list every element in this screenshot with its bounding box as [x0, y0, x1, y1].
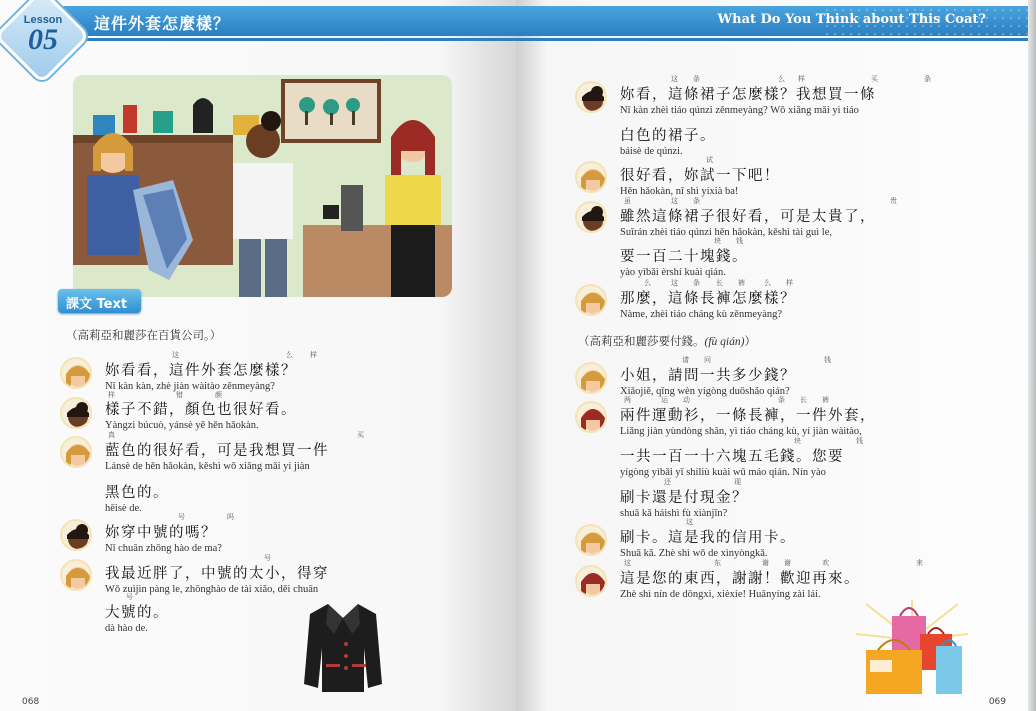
- dialogue-line: [105, 601, 169, 634]
- dialogue-line: [105, 359, 297, 392]
- stage-direction-right: [578, 333, 756, 349]
- avatar-lisa: [60, 559, 92, 591]
- lesson-word: Lesson: [23, 14, 63, 26]
- chinese-text: 黑色的。: [105, 485, 169, 501]
- dialogue-line: [620, 404, 876, 437]
- simplified-annotation: 条: [693, 197, 700, 205]
- chinese-text: 小姐，請問一共多少錢？: [620, 368, 796, 384]
- simplified-annotation: 么: [778, 75, 785, 83]
- simplified-annotation: 谢: [784, 559, 791, 567]
- chinese-text: 要一百二十塊錢。: [620, 249, 748, 265]
- dialogue-line: [620, 124, 716, 157]
- avatar-clerk: [575, 401, 607, 433]
- lesson-title-zh: 這件外套怎麼樣？: [94, 14, 231, 33]
- dialogue-line: [105, 398, 297, 431]
- chinese-text: 妳看，這條裙子怎麼樣？我想買一條: [620, 87, 876, 103]
- simplified-annotation: 么: [286, 351, 293, 359]
- dialogue-line: [620, 526, 796, 559]
- simplified-annotation: 试: [706, 156, 713, 164]
- simplified-annotation: 运: [661, 396, 668, 404]
- stage-direction-left: （高莉亞和麗莎在百貨公司。）: [66, 328, 222, 342]
- simplified-annotation: 裤: [738, 279, 745, 287]
- chinese-text: 這是您的東西，謝謝！歡迎再來。: [620, 571, 860, 587]
- simplified-annotation: 裤: [822, 396, 829, 404]
- simplified-annotation: 真: [108, 431, 115, 439]
- shopping-bags-image: [856, 600, 968, 698]
- pinyin-text: Liǎng jiàn yùndòng shān, yì tiáo cháng kù, yí jiàn wàitào,: [620, 426, 862, 437]
- page-number-right: 069: [988, 697, 1006, 707]
- avatar-gaoliya: [60, 519, 92, 551]
- simplified-annotation: 样: [108, 391, 115, 399]
- simplified-annotation: 号: [264, 554, 271, 562]
- avatar-lisa: [60, 357, 92, 389]
- simplified-annotation: 么: [644, 279, 651, 287]
- simplified-annotation: 现: [734, 478, 741, 486]
- header-band-left: [60, 6, 516, 36]
- dialogue-line: [620, 567, 860, 600]
- pinyin-text: Hěn hǎokàn, nǐ shì yíxià ba!: [620, 186, 739, 197]
- dialogue-line: [620, 245, 748, 278]
- simplified-annotation: 钱: [736, 237, 743, 245]
- pinyin-text: báisè de qúnzi.: [620, 146, 683, 157]
- simplified-annotation: 么: [764, 279, 771, 287]
- chinese-text: 那麼，這條長褲怎麼樣？: [620, 291, 796, 307]
- avatar-gaoliya: [575, 201, 607, 233]
- simplified-annotation: 钱: [856, 437, 863, 445]
- dialogue-line: [620, 164, 780, 197]
- simplified-annotation: 颜: [215, 391, 222, 399]
- simplified-annotation: 条: [924, 75, 931, 83]
- dialogue-line: [620, 83, 876, 116]
- simplified-annotation: 动: [683, 396, 690, 404]
- chinese-text: 大號的。: [105, 605, 169, 621]
- pinyin-text: Yàngzi búcuò, yánsè yě hěn hǎokàn.: [105, 420, 259, 431]
- pinyin-text: Suīrán zhèi tiáo qúnzi hěn hǎokàn, kěshì tài guì le,: [620, 227, 832, 238]
- right-page: [516, 0, 1028, 711]
- lesson-label: [18, 14, 68, 54]
- simplified-annotation: 东: [714, 559, 721, 567]
- simplified-annotation: 条: [693, 75, 700, 83]
- stage-pinyin: (fù qián): [704, 336, 745, 348]
- avatar-clerk: [575, 565, 607, 597]
- simplified-annotation: 欢: [822, 559, 829, 567]
- stage-end: ）: [744, 334, 756, 348]
- avatar-lisa: [60, 436, 92, 468]
- pinyin-text: hēisè de.: [105, 503, 142, 514]
- avatar-gaoliya: [575, 81, 607, 113]
- chinese-text: 藍色的很好看，可是我想買一件: [105, 443, 329, 459]
- pinyin-text: Nǐ kàn kàn, zhè jiàn wàitào zěnmeyàng?: [105, 381, 275, 392]
- dialogue-line: [105, 481, 169, 514]
- simplified-annotation: 两: [624, 396, 631, 404]
- simplified-annotation: 这: [624, 559, 631, 567]
- jacket-image: [302, 600, 384, 692]
- dialogue-line: [620, 486, 748, 519]
- simplified-annotation: 这: [671, 75, 678, 83]
- simplified-annotation: 买: [357, 431, 364, 439]
- lesson-number: 05: [28, 23, 58, 56]
- simplified-annotation: 样: [310, 351, 317, 359]
- simplified-annotation: 这: [686, 518, 693, 526]
- dialogue-line: [105, 521, 222, 554]
- simplified-annotation: 买: [871, 75, 878, 83]
- simplified-annotation: 块: [714, 237, 721, 245]
- simplified-annotation: 这: [172, 351, 179, 359]
- pinyin-text: yígòng yìbǎi yī shíliù kuài wǔ máo qián. Nín yào: [620, 467, 826, 478]
- left-page: [0, 0, 516, 711]
- chinese-text: 很好看，妳試一下吧！: [620, 168, 780, 184]
- pinyin-text: shuā kǎ háishì fù xiànjīn?: [620, 508, 728, 519]
- dialogue-line: [620, 364, 796, 397]
- simplified-annotation: 还: [664, 478, 671, 486]
- chinese-text: 白色的裙子。: [620, 128, 716, 144]
- dialogue-line: [105, 439, 329, 472]
- dialogue-line: [620, 445, 844, 478]
- lesson-title-en: What Do You Think about This Coat?: [717, 12, 986, 27]
- dialogue-line: [620, 205, 876, 238]
- avatar-lisa: [575, 362, 607, 394]
- simplified-annotation: 钱: [824, 356, 831, 364]
- chinese-text: 雖然這條裙子很好看，可是太貴了，: [620, 209, 876, 225]
- pinyin-text: Zhè shì nín de dōngxi, xièxie! Huānyíng zài lái.: [620, 589, 821, 600]
- simplified-annotation: 吗: [227, 513, 234, 521]
- page-edge: [1028, 0, 1036, 711]
- header-band-right: [516, 6, 1028, 36]
- avatar-lisa: [575, 284, 607, 316]
- avatar-lisa: [575, 161, 607, 193]
- simplified-annotation: 长: [800, 396, 807, 404]
- pinyin-text: Lánsè de hěn hǎokàn, kěshì wǒ xiǎng mǎi yí jiàn: [105, 461, 310, 472]
- chinese-text: 樣子不錯，顏色也很好看。: [105, 402, 297, 418]
- simplified-annotation: 错: [176, 391, 183, 399]
- simplified-annotation: 问: [704, 356, 711, 364]
- pinyin-text: Shuā kǎ. Zhè shì wǒ de xìnyòngkǎ.: [620, 548, 768, 559]
- simplified-annotation: 号: [126, 593, 133, 601]
- chinese-text: 刷卡還是付現金？: [620, 490, 748, 506]
- simplified-annotation: 来: [916, 559, 923, 567]
- simplified-annotation: 虽: [624, 197, 631, 205]
- simplified-annotation: 请: [682, 356, 689, 364]
- dialogue-line: [105, 562, 329, 595]
- pinyin-text: yào yìbǎi èrshí kuài qián.: [620, 267, 726, 278]
- simplified-annotation: 贵: [890, 197, 897, 205]
- dialogue-line: [620, 287, 796, 320]
- stage-text: （高莉亞和麗莎要付錢。: [578, 334, 705, 348]
- simplified-annotation: 长: [716, 279, 723, 287]
- pinyin-text: dà hào de.: [105, 623, 148, 634]
- chinese-text: 刷卡。這是我的信用卡。: [620, 530, 796, 546]
- pinyin-text: Wǒ zuìjìn pàng le, zhōnghào de tài xiǎo, děi chuān: [105, 584, 319, 595]
- pinyin-text: Nǐ chuān zhōng hào de ma?: [105, 543, 222, 554]
- pinyin-text: Nǐ kàn zhèi tiáo qúnzi zěnmeyàng? Wǒ xiǎng mǎi yì tiáo: [620, 105, 859, 116]
- chinese-text: 妳穿中號的嗎？: [105, 525, 217, 541]
- pinyin-text: Nàme, zhèi tiáo cháng kù zěnmeyàng?: [620, 309, 783, 320]
- simplified-annotation: 块: [794, 437, 801, 445]
- simplified-annotation: 样: [798, 75, 805, 83]
- simplified-annotation: 号: [178, 513, 185, 521]
- simplified-annotation: 这: [671, 279, 678, 287]
- chinese-text: 兩件運動衫，一條長褲，一件外套，: [620, 408, 876, 424]
- avatar-lisa: [575, 524, 607, 556]
- simplified-annotation: 这: [671, 197, 678, 205]
- page-number-left: 068: [22, 697, 40, 707]
- avatar-gaoliya: [60, 397, 92, 429]
- chinese-text: 一共一百一十六塊五毛錢。您要: [620, 449, 844, 465]
- pinyin-text: Xiǎojiě, qǐng wèn yígòng duōshǎo qián?: [620, 386, 790, 397]
- simplified-annotation: 条: [778, 396, 785, 404]
- simplified-annotation: 谢: [762, 559, 769, 567]
- simplified-annotation: 条: [693, 279, 700, 287]
- text-section-tag: 課文 Text: [58, 289, 141, 313]
- shopping-illustration: [73, 75, 452, 297]
- chinese-text: 我最近胖了，中號的太小，得穿: [105, 566, 329, 582]
- chinese-text: 妳看看，這件外套怎麼樣？: [105, 363, 297, 379]
- simplified-annotation: 样: [786, 279, 793, 287]
